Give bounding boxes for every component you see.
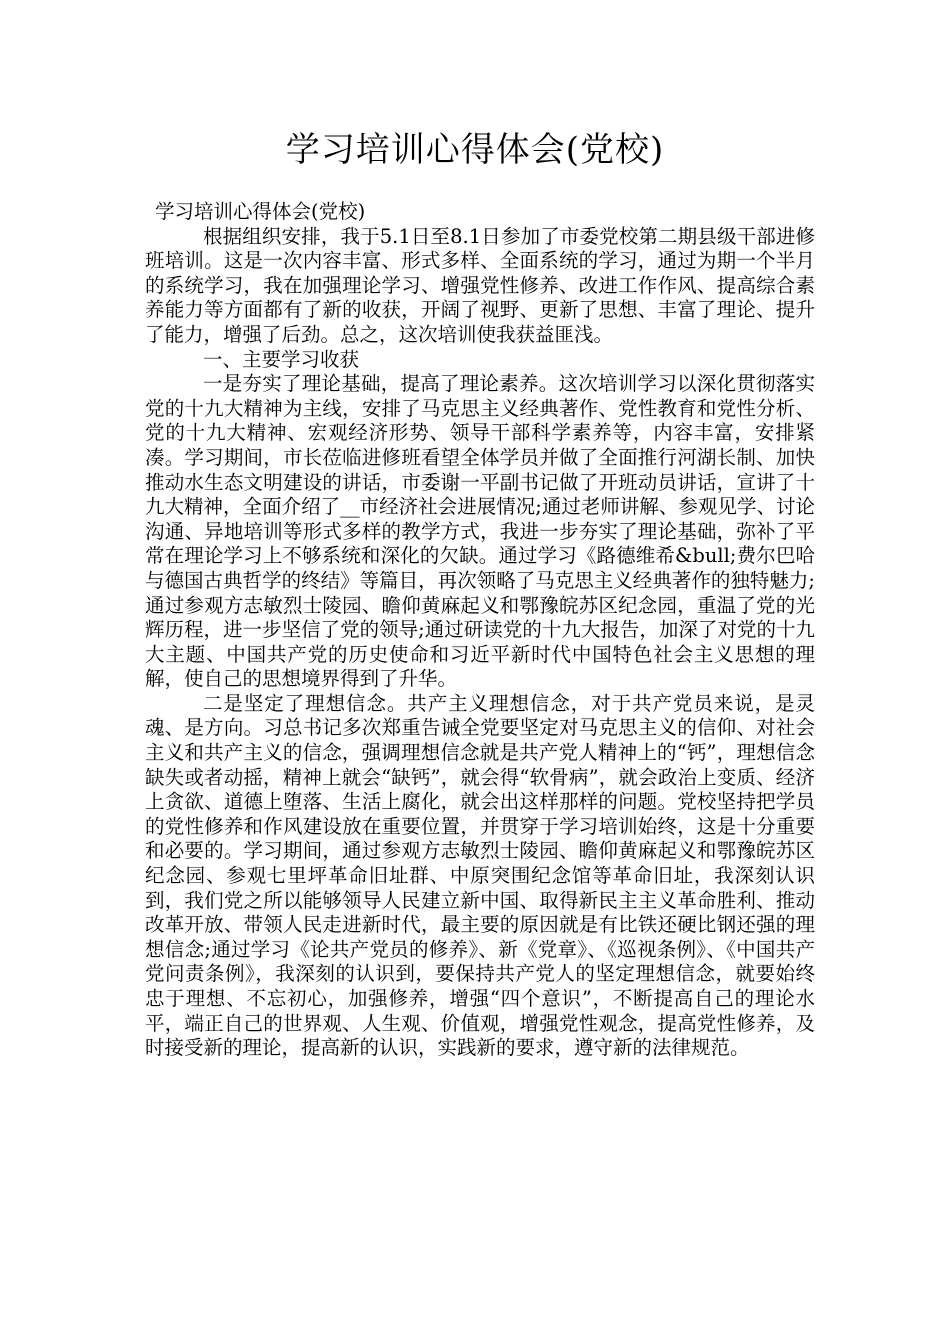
paragraph-theory-foundation: 一是夯实了理论基础，提高了理论素养。这次培训学习以深化贯彻落实党的十九大精神为主线，安排了马克思主义经典著作、党性教育和党性分析、党的十九大精神、宏观经济形势、领导干部科学素养等，内容丰富，安排紧凑。学习期间，市长莅临进修班看望全体学员并做了全面推行河湖长制、加快推动水生态文明建设的讲话，市委谢一平副书记做了开班动员讲话，宣讲了十九大精神，全面介绍了__市经济社会进展情况;通过老师讲解、参观见学、讨论沟通、异地培训等形式多样的教学方式，我进一步夯实了理论基础，弥补了平常在理论学习上不够系统和深化的欠缺。通过学习《路德维希&bull;费尔巴哈与德国古典哲学的终结》等篇目，再次领略了马克思主义经典著作的独特魅力;通过参观方志敏烈士陵园、瞻仰黄麻起义和鄂豫皖苏区纪念园，重温了党的光辉历程，进一步坚信了党的领导;通过研读党的十九大报告，加深了对党的十九大主题、中国共产党的历史使命和习近平新时代中国特色社会主义思想的理解，使自己的思想境界得到了升华。	[145, 372, 815, 691]
paragraph-ideals-beliefs: 二是坚定了理想信念。共产主义理想信念，对于共产党员来说，是灵魂、是方向。习总书记多次郑重告诫全党要坚定对马克思主义的信仰、对社会主义和共产主义的信念，强调理想信念就是共产党人精神上的“钙”，理想信念缺失或者动摇，精神上就会“缺钙”，就会得“软骨病”，就会政治上变质、经济上贪欲、道德上堕落、生活上腐化，就会出这样那样的问题。党校坚持把学员的党性修养和作风建设放在重要位置，并贯穿于学习培训始终，这是十分重要和必要的。学习期间，通过参观方志敏烈士陵园、瞻仰黄麻起义和鄂豫皖苏区纪念园、参观七里坪革命旧址群、中原突围纪念馆等革命旧址，我深刻认识到，我们党之所以能够领导人民建立新中国、取得新民主主义革命胜利、推动改革开放、带领人民走进新时代，最主要的原因就是有比铁还硬比钢还强的理想信念;通过学习《论共产党员的修养》、新《党章》、《巡视条例》、《中国共产党问责条例》，我深刻的认识到，要保持共产党人的坚定理想信念，就要始终忠于理想、不忘初心，加强修养，增强“四个意识”，不断提高自己的理论水平，端正自己的世界观、人生观、价值观，增强党性观念，提高党性修养，及时接受新的理论，提高新的认识，实践新的要求，遵守新的法律规范。	[145, 691, 815, 1060]
section-heading-learning-gains: 一、主要学习收获	[203, 347, 360, 371]
paragraph-intro: 根据组织安排，我于5.1日至8.1日参加了市委党校第二期县级干部进修班培训。这是一次内容丰富、形式多样、全面系统的学习，通过为期一个半月的系统学习，我在加强理论学习、增强党性修养、改进工作作风、提高综合素养能力等方面都有了新的收获，开阔了视野、更新了思想、丰富了理论、提升了能力，增强了后劲。总之，这次培训使我获益匪浅。	[145, 224, 815, 346]
document-title: 学习培训心得体会(党校)	[285, 130, 665, 170]
document-body	[145, 200, 815, 1061]
document-subtitle: 学习培训心得体会(党校)	[155, 200, 366, 223]
